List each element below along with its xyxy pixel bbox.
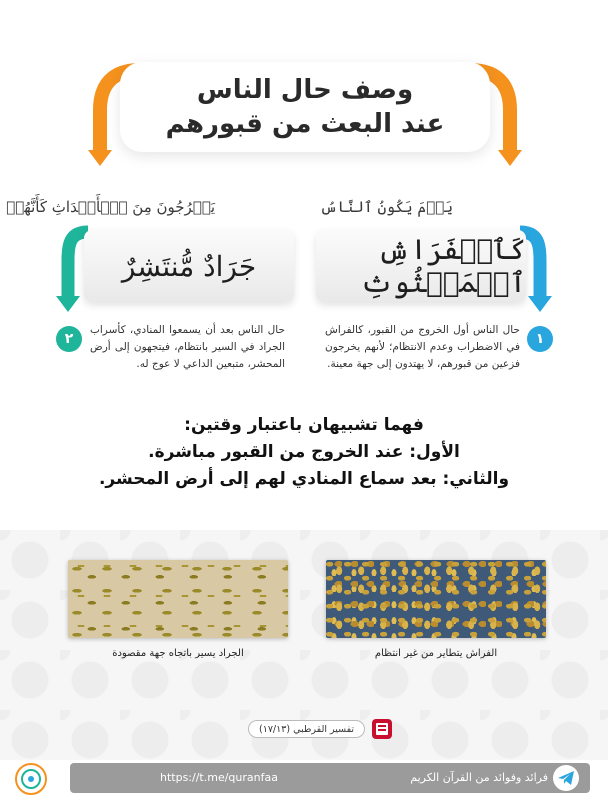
verse-2-label: يَخۡرُجُونَ مِنَ ٱلۡأَجۡدَاثِ كَأَنَّهُمۡ <box>6 198 215 216</box>
verse-2-text: جَرَادٌ مُّنتَشِرٌ <box>121 249 257 283</box>
channel-link[interactable]: https://t.me/quranfaa <box>160 771 278 784</box>
locusts-caption: الجراد يسير باتجاه جهة مقصودة <box>112 648 244 659</box>
page-title: وصف حال الناس <box>196 75 414 105</box>
summary-line-2: الأول: عند الخروج من القبور مباشرة. <box>148 442 460 462</box>
telegram-icon[interactable] <box>552 764 580 792</box>
verse-2-description: حال الناس بعد أن يسمعوا المنادي، كأسراب الجراد في السير بانتظام، فيتجهون إلى أرض المحشر، متبعين الداعي لا عوج له. <box>90 324 285 370</box>
verse-1-text: كَٱلۡفَرَاشِ ٱلۡمَبۡثُوثِ <box>360 233 526 299</box>
locusts-photo <box>68 560 288 638</box>
source-text: تفسير القرطبي (١٧/١٣) <box>248 720 365 738</box>
verse-2-box <box>84 230 294 302</box>
channel-name: فرائد وفوائد من القرآن الكريم <box>410 771 548 784</box>
title-card <box>120 62 490 152</box>
summary-line-3: والثاني: بعد سماع المنادي لهم إلى أرض المحشر. <box>98 469 510 489</box>
number-badge-1: ١ <box>527 326 553 352</box>
book-icon <box>371 718 393 740</box>
number-badge-2: ٢ <box>56 326 82 352</box>
verse-1-description: حال الناس أول الخروج من القبور، كالفراش في الاضطراب وعدم الانتظام؛ لأنهم يخرجون فزعين من قبورهم، لا يهتدون إلى جهة معينة. <box>325 324 520 370</box>
page-subtitle: عند البعث من قبورهم <box>165 109 445 139</box>
summary-line-1: فهما تشبيهان باعتبار وقتين: <box>184 415 424 435</box>
butterflies-photo <box>326 560 546 638</box>
verse-1-label: يَوۡمَ يَكُونُ ٱلنَّاسُ <box>319 198 453 216</box>
verse-1-box <box>316 230 526 302</box>
source-citation <box>248 718 393 740</box>
butterflies-caption: الفراش يتطاير من غير انتظام <box>374 648 498 659</box>
quran-logo-icon <box>14 762 48 796</box>
